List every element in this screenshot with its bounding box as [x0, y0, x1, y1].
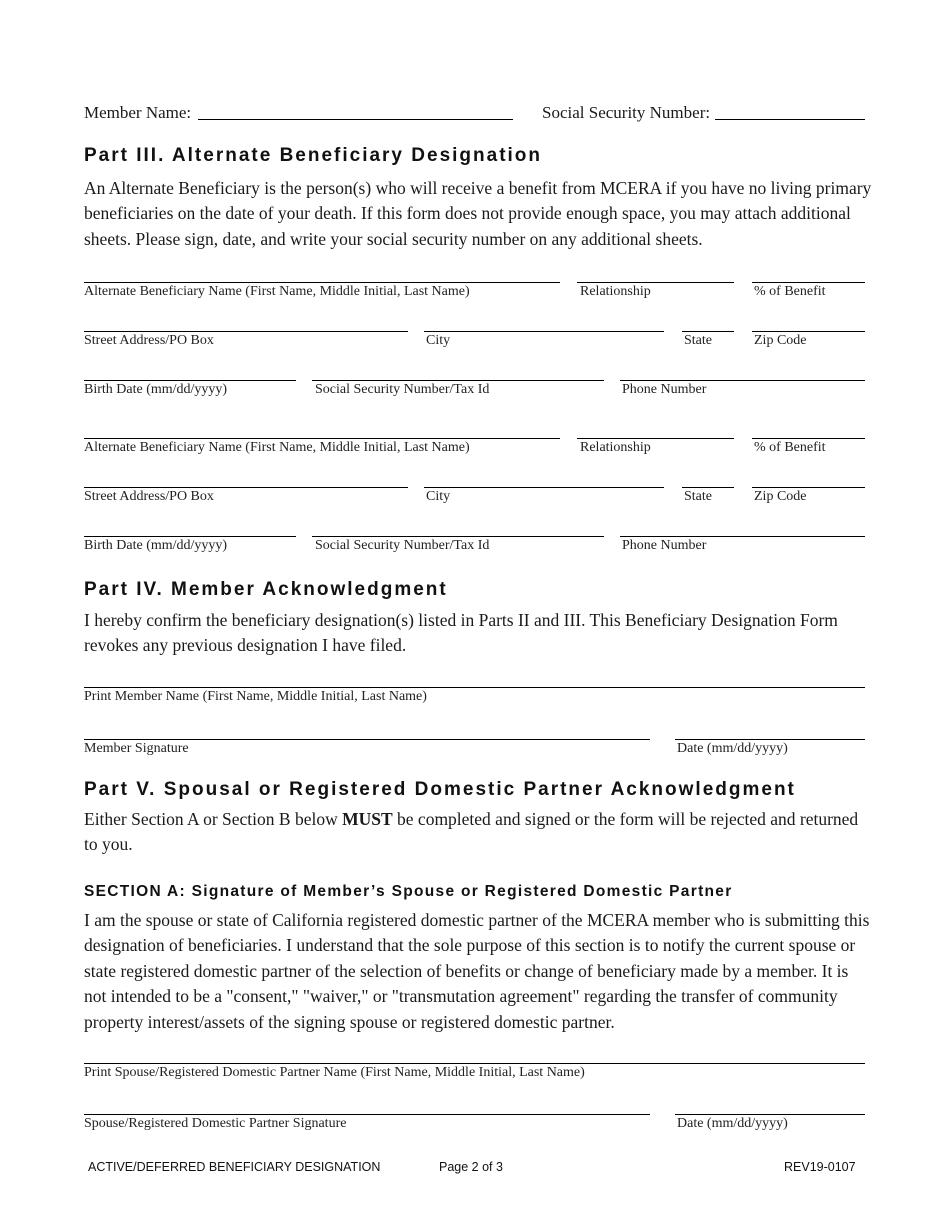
- state-field[interactable]: [682, 331, 734, 332]
- member-date-label: Date (mm/dd/yyyy): [677, 741, 788, 756]
- birth-date-label: Birth Date (mm/dd/yyyy): [84, 382, 228, 397]
- footer-revision: REV19-0107: [784, 1160, 856, 1174]
- part5-title: Part V. Spousal or Registered Domestic Partner Acknowledgment: [84, 779, 796, 800]
- part4-title: Part IV. Member Acknowledgment: [84, 579, 448, 600]
- street-address-field[interactable]: [84, 487, 408, 488]
- percent-benefit-field[interactable]: [752, 282, 865, 283]
- percent-benefit-field[interactable]: [752, 438, 865, 439]
- phone-number-field[interactable]: [620, 380, 865, 381]
- part3-intro: An Alternate Beneficiary is the person(s) who will receive a benefit from MCERA if you have no living primary beneficiaries on the date of your death. If this form does not provide enough space, you may attach additional sheets. Please sign, date, and write your social security number on any additional sheets.: [84, 178, 872, 249]
- beneficiary-ssn-field[interactable]: [312, 536, 604, 537]
- print-spouse-name-label: Print Spouse/Registered Domestic Partner Name (First Name, Middle Initial, Last Name): [84, 1065, 585, 1080]
- section-a-title: SECTION A: Signature of Member’s Spouse or Registered Domestic Partner: [84, 883, 733, 900]
- member-signature-label: Member Signature: [84, 741, 189, 756]
- spouse-date-label: Date (mm/dd/yyyy): [677, 1116, 788, 1131]
- city-label: City: [426, 333, 451, 348]
- zip-code-field[interactable]: [752, 331, 865, 332]
- member-date-field[interactable]: [675, 739, 865, 740]
- street-address-label: Street Address/PO Box: [84, 333, 214, 348]
- member-name-field[interactable]: [198, 119, 513, 120]
- beneficiary-name-field[interactable]: [84, 438, 560, 439]
- state-field[interactable]: [682, 487, 734, 488]
- birth-date-label: Birth Date (mm/dd/yyyy): [84, 538, 228, 553]
- part5-text-before: Either Section A or Section B below: [84, 809, 343, 829]
- zip-code-label: Zip Code: [754, 333, 807, 348]
- street-address-field[interactable]: [84, 331, 408, 332]
- phone-number-field[interactable]: [620, 536, 865, 537]
- city-field[interactable]: [424, 487, 664, 488]
- part3-title: Part III. Alternate Beneficiary Designation: [84, 145, 543, 166]
- member-signature-field[interactable]: [84, 739, 650, 740]
- phone-number-label: Phone Number: [622, 538, 707, 553]
- print-member-name-field[interactable]: [84, 687, 865, 688]
- beneficiary-ssn-label: Social Security Number/Tax Id: [315, 538, 490, 553]
- phone-number-label: Phone Number: [622, 382, 707, 397]
- relationship-field[interactable]: [577, 282, 734, 283]
- relationship-label: Relationship: [580, 440, 651, 455]
- zip-code-field[interactable]: [752, 487, 865, 488]
- state-label: State: [684, 489, 712, 504]
- footer-page-number: Page 2 of 3: [439, 1160, 503, 1174]
- street-address-label: Street Address/PO Box: [84, 489, 214, 504]
- member-name-label: Member Name:: [84, 103, 192, 122]
- ssn-field[interactable]: [715, 119, 865, 120]
- part5-text-must: MUST: [342, 809, 393, 829]
- part5-text: [84, 807, 874, 858]
- beneficiary-ssn-label: Social Security Number/Tax Id: [315, 382, 490, 397]
- city-field[interactable]: [424, 331, 664, 332]
- percent-benefit-label: % of Benefit: [754, 440, 826, 455]
- spouse-signature-label: Spouse/Registered Domestic Partner Signature: [84, 1116, 347, 1131]
- relationship-field[interactable]: [577, 438, 734, 439]
- footer-form-name: ACTIVE/DEFERRED BENEFICIARY DESIGNATION: [88, 1160, 381, 1174]
- birth-date-field[interactable]: [84, 536, 296, 537]
- print-spouse-name-field[interactable]: [84, 1063, 865, 1064]
- state-label: State: [684, 333, 712, 348]
- birth-date-field[interactable]: [84, 380, 296, 381]
- beneficiary-name-label: Alternate Beneficiary Name (First Name, Middle Initial, Last Name): [84, 440, 470, 455]
- beneficiary-name-label: Alternate Beneficiary Name (First Name, Middle Initial, Last Name): [84, 284, 470, 299]
- section-a-text: I am the spouse or state of California registered domestic partner of the MCERA member who is submitting this designation of beneficiaries. I understand that the sole purpose of this section is to notify the current spouse or state registered domestic partner of the selection of benefits or change of beneficiary made by a member. It is not intended to be a "consent," "waiver," or "transmutation agreement" regarding the transfer of community property interest/assets of the signing spouse or registered domestic partner.: [84, 910, 870, 1032]
- part4-text: I hereby confirm the beneficiary designation(s) listed in Parts II and III. This Beneficiary Designation Form revokes any previous designation I have filed.: [84, 610, 838, 656]
- spouse-date-field[interactable]: [675, 1114, 865, 1115]
- print-member-name-label: Print Member Name (First Name, Middle Initial, Last Name): [84, 689, 427, 704]
- ssn-label: Social Security Number:: [542, 103, 711, 122]
- spouse-signature-field[interactable]: [84, 1114, 650, 1115]
- beneficiary-ssn-field[interactable]: [312, 380, 604, 381]
- percent-benefit-label: % of Benefit: [754, 284, 826, 299]
- city-label: City: [426, 489, 451, 504]
- part5-text-after: be completed and signed or the form will be rejected and returned to you.: [84, 809, 859, 855]
- zip-code-label: Zip Code: [754, 489, 807, 504]
- relationship-label: Relationship: [580, 284, 651, 299]
- beneficiary-name-field[interactable]: [84, 282, 560, 283]
